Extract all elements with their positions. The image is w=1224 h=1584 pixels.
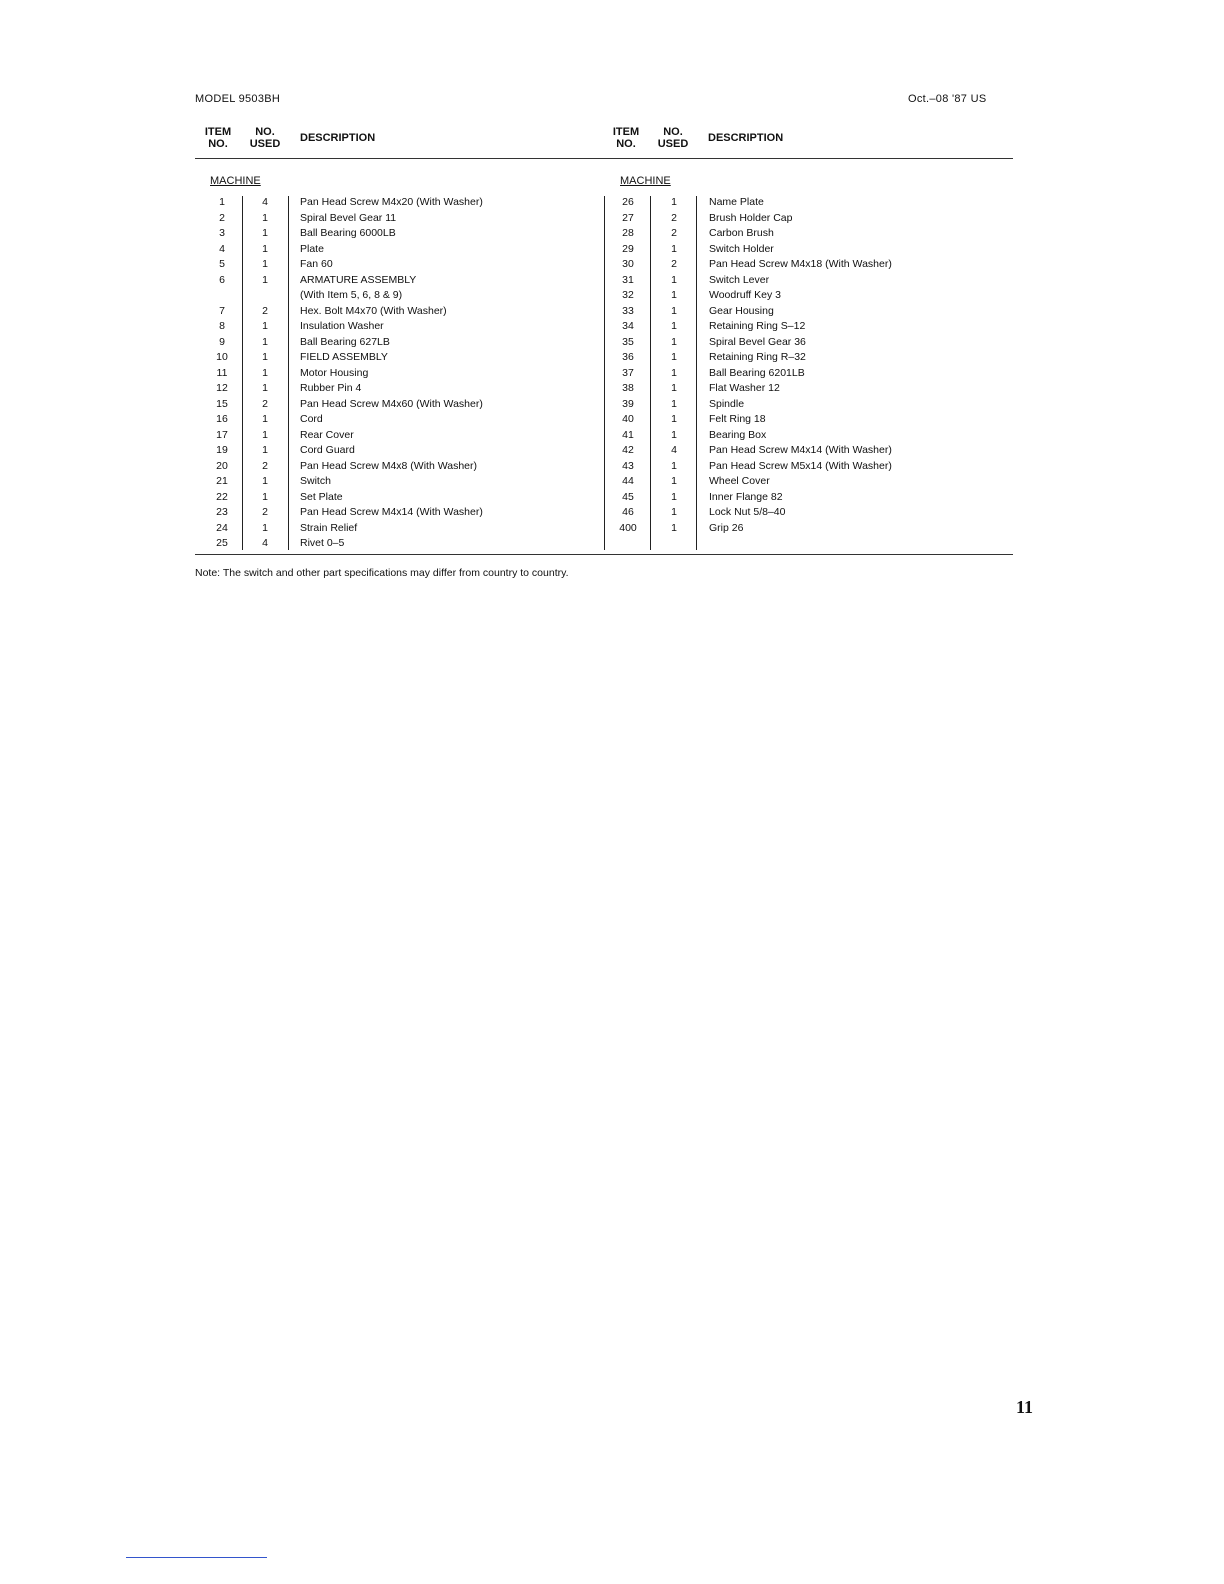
item-number: 31 — [622, 273, 634, 286]
item-number: 34 — [622, 320, 634, 332]
quantity-used: 1 — [671, 242, 677, 255]
quantity-used: 2 — [262, 506, 268, 518]
item-number: 12 — [216, 382, 228, 394]
item-number: 39 — [622, 397, 634, 410]
item-number: 3 — [219, 227, 225, 239]
part-description: Set Plate — [300, 490, 343, 503]
quantity-used: 1 — [671, 382, 677, 394]
spec-note: Note: The switch and other part specifications may differ from country to country. — [195, 567, 569, 579]
separator-left-1 — [242, 196, 243, 550]
quantity-used: 1 — [262, 227, 268, 239]
quantity-used: 1 — [262, 211, 268, 224]
part-description: Fan 60 — [300, 258, 333, 270]
part-description: Ball Bearing 6000LB — [300, 227, 396, 239]
page-number: 11 — [1016, 1397, 1034, 1417]
item-number: 24 — [216, 521, 228, 534]
quantity-used: 1 — [671, 304, 677, 317]
part-description: Pan Head Screw M4x60 (With Washer) — [300, 397, 483, 410]
part-description: Pan Head Screw M5x14 (With Washer) — [709, 459, 892, 472]
part-description: Pan Head Screw M4x14 (With Washer) — [709, 444, 892, 456]
item-number: 4 — [219, 242, 225, 255]
item-number: 43 — [622, 459, 634, 472]
part-description: Grip 26 — [709, 521, 744, 534]
part-description: Pan Head Screw M4x18 (With Washer) — [709, 258, 892, 270]
item-number: 42 — [622, 444, 634, 456]
quantity-used: 2 — [671, 258, 677, 270]
quantity-used: 4 — [262, 196, 268, 208]
part-description: Cord Guard — [300, 444, 355, 456]
item-number: 17 — [216, 428, 228, 441]
part-description: Plate — [300, 242, 324, 255]
item-number: 26 — [622, 196, 634, 208]
part-description: Inner Flange 82 — [709, 490, 783, 503]
item-number: 19 — [216, 444, 228, 456]
separator-right-1 — [650, 196, 651, 550]
item-number: 28 — [622, 227, 634, 239]
part-description: Strain Relief — [300, 521, 358, 534]
quantity-used: 1 — [262, 351, 268, 363]
part-description: Motor Housing — [300, 366, 369, 379]
part-description: Spiral Bevel Gear 36 — [709, 335, 806, 348]
bottom-rule — [195, 554, 1013, 555]
quantity-used: 1 — [671, 289, 677, 301]
item-number: 22 — [216, 490, 228, 503]
quantity-used: 1 — [262, 521, 268, 534]
item-number: 38 — [622, 382, 634, 394]
quantity-used: 1 — [671, 490, 677, 503]
quantity-used: 1 — [262, 366, 268, 379]
part-description: (With Item 5, 6, 8 & 9) — [300, 289, 403, 301]
item-number: 400 — [619, 521, 637, 534]
item-number: 1 — [219, 196, 225, 208]
col-head-no-used-right: NO. USED — [657, 126, 689, 150]
part-description: ARMATURE ASSEMBLY — [300, 273, 417, 286]
part-description: Woodruff Key 3 — [709, 289, 781, 301]
item-number: 45 — [622, 490, 634, 503]
top-rule — [195, 158, 1013, 159]
part-description: Bearing Box — [709, 428, 767, 441]
item-number: 5 — [219, 258, 225, 270]
col-head-item-no-right: ITEM NO. — [612, 126, 640, 150]
date-label: Oct.–08 '87 US — [908, 93, 987, 105]
part-description: Name Plate — [709, 196, 764, 208]
quantity-used: 1 — [262, 273, 268, 286]
part-description: Spindle — [709, 397, 745, 410]
item-number: 15 — [216, 397, 228, 410]
item-number: 16 — [216, 413, 228, 425]
item-number: 27 — [622, 211, 634, 224]
item-number: 37 — [622, 366, 634, 379]
part-description: Pan Head Screw M4x20 (With Washer) — [300, 196, 483, 208]
item-number: 32 — [622, 289, 634, 301]
part-description: Insulation Washer — [300, 320, 384, 332]
quantity-used: 1 — [262, 475, 268, 487]
item-number: 46 — [622, 506, 634, 518]
part-description: Rear Cover — [300, 428, 354, 441]
quantity-used: 1 — [671, 366, 677, 379]
separator-left-2 — [288, 196, 289, 550]
quantity-used: 1 — [671, 273, 677, 286]
item-number: 35 — [622, 335, 634, 348]
quantity-used: 1 — [671, 196, 677, 208]
model-label: MODEL 9503BH — [195, 93, 281, 105]
item-number: 36 — [622, 351, 634, 363]
part-description: Pan Head Screw M4x14 (With Washer) — [300, 506, 483, 518]
part-description: Cord — [300, 413, 323, 425]
quantity-used: 2 — [671, 211, 677, 224]
part-description: Felt Ring 18 — [709, 413, 766, 425]
quantity-used: 1 — [671, 335, 677, 348]
part-description: Switch Holder — [709, 242, 774, 255]
part-description: Lock Nut 5/8–40 — [709, 506, 786, 518]
quantity-used: 1 — [262, 413, 268, 425]
part-description: Switch — [300, 475, 331, 487]
part-description: Pan Head Screw M4x8 (With Washer) — [300, 459, 477, 472]
part-description: Switch Lever — [709, 273, 770, 286]
item-number: 25 — [216, 537, 228, 549]
part-description: Rivet 0–5 — [300, 537, 345, 549]
quantity-used: 1 — [262, 320, 268, 332]
quantity-used: 2 — [262, 459, 268, 472]
part-description: Retaining Ring S–12 — [709, 320, 806, 332]
quantity-used: 1 — [671, 351, 677, 363]
quantity-used: 1 — [671, 413, 677, 425]
part-description: Gear Housing — [709, 304, 774, 317]
quantity-used: 1 — [262, 258, 268, 270]
part-description: Hex. Bolt M4x70 (With Washer) — [300, 304, 447, 317]
item-number: 33 — [622, 304, 634, 317]
part-description: Ball Bearing 627LB — [300, 335, 390, 348]
col-head-description-left: DESCRIPTION — [300, 132, 376, 144]
item-number: 44 — [622, 475, 634, 487]
quantity-used: 1 — [262, 242, 268, 255]
part-description: Flat Washer 12 — [709, 382, 780, 394]
quantity-used: 2 — [262, 304, 268, 317]
separator-right-2 — [696, 196, 697, 550]
quantity-used: 1 — [671, 320, 677, 332]
item-number: 21 — [216, 475, 228, 487]
item-number: 2 — [219, 211, 225, 224]
quantity-used: 1 — [671, 428, 677, 441]
item-number: 41 — [622, 428, 634, 441]
quantity-used: 1 — [671, 521, 677, 534]
col-head-description-right: DESCRIPTION — [708, 132, 784, 144]
col-head-no-used-left: NO. USED — [249, 126, 281, 150]
part-description: Rubber Pin 4 — [300, 382, 362, 394]
part-description: Brush Holder Cap — [709, 211, 793, 224]
quantity-used: 2 — [671, 227, 677, 239]
item-number: 7 — [219, 304, 225, 317]
quantity-used: 1 — [671, 459, 677, 472]
part-description: Wheel Cover — [709, 475, 770, 487]
quantity-used: 1 — [262, 490, 268, 503]
item-number: 40 — [622, 413, 634, 425]
part-description: Carbon Brush — [709, 227, 774, 239]
section-label-left: MACHINE — [210, 175, 261, 187]
quantity-used: 2 — [262, 397, 268, 410]
part-description: Retaining Ring R–32 — [709, 351, 806, 363]
item-number: 6 — [219, 273, 225, 286]
separator-right-0 — [604, 196, 605, 550]
item-number: 10 — [216, 351, 228, 363]
part-description: FIELD ASSEMBLY — [300, 351, 388, 363]
quantity-used: 1 — [262, 335, 268, 348]
item-number: 29 — [622, 242, 634, 255]
quantity-used: 4 — [262, 537, 268, 549]
footer-link-line — [126, 1557, 267, 1558]
item-number: 20 — [216, 459, 228, 472]
col-head-item-no-left: ITEM NO. — [204, 126, 232, 150]
quantity-used: 1 — [671, 397, 677, 410]
quantity-used: 4 — [671, 444, 677, 456]
item-number: 11 — [216, 366, 228, 379]
item-number: 9 — [219, 335, 225, 348]
quantity-used: 1 — [262, 382, 268, 394]
part-description: Ball Bearing 6201LB — [709, 366, 805, 379]
quantity-used: 1 — [262, 444, 268, 456]
item-number: 8 — [219, 320, 225, 332]
quantity-used: 1 — [671, 506, 677, 518]
item-number: 30 — [622, 258, 634, 270]
part-description: Spiral Bevel Gear 11 — [300, 211, 397, 224]
quantity-used: 1 — [671, 475, 677, 487]
item-number: 23 — [216, 506, 228, 518]
quantity-used: 1 — [262, 428, 268, 441]
section-label-right: MACHINE — [620, 175, 671, 187]
